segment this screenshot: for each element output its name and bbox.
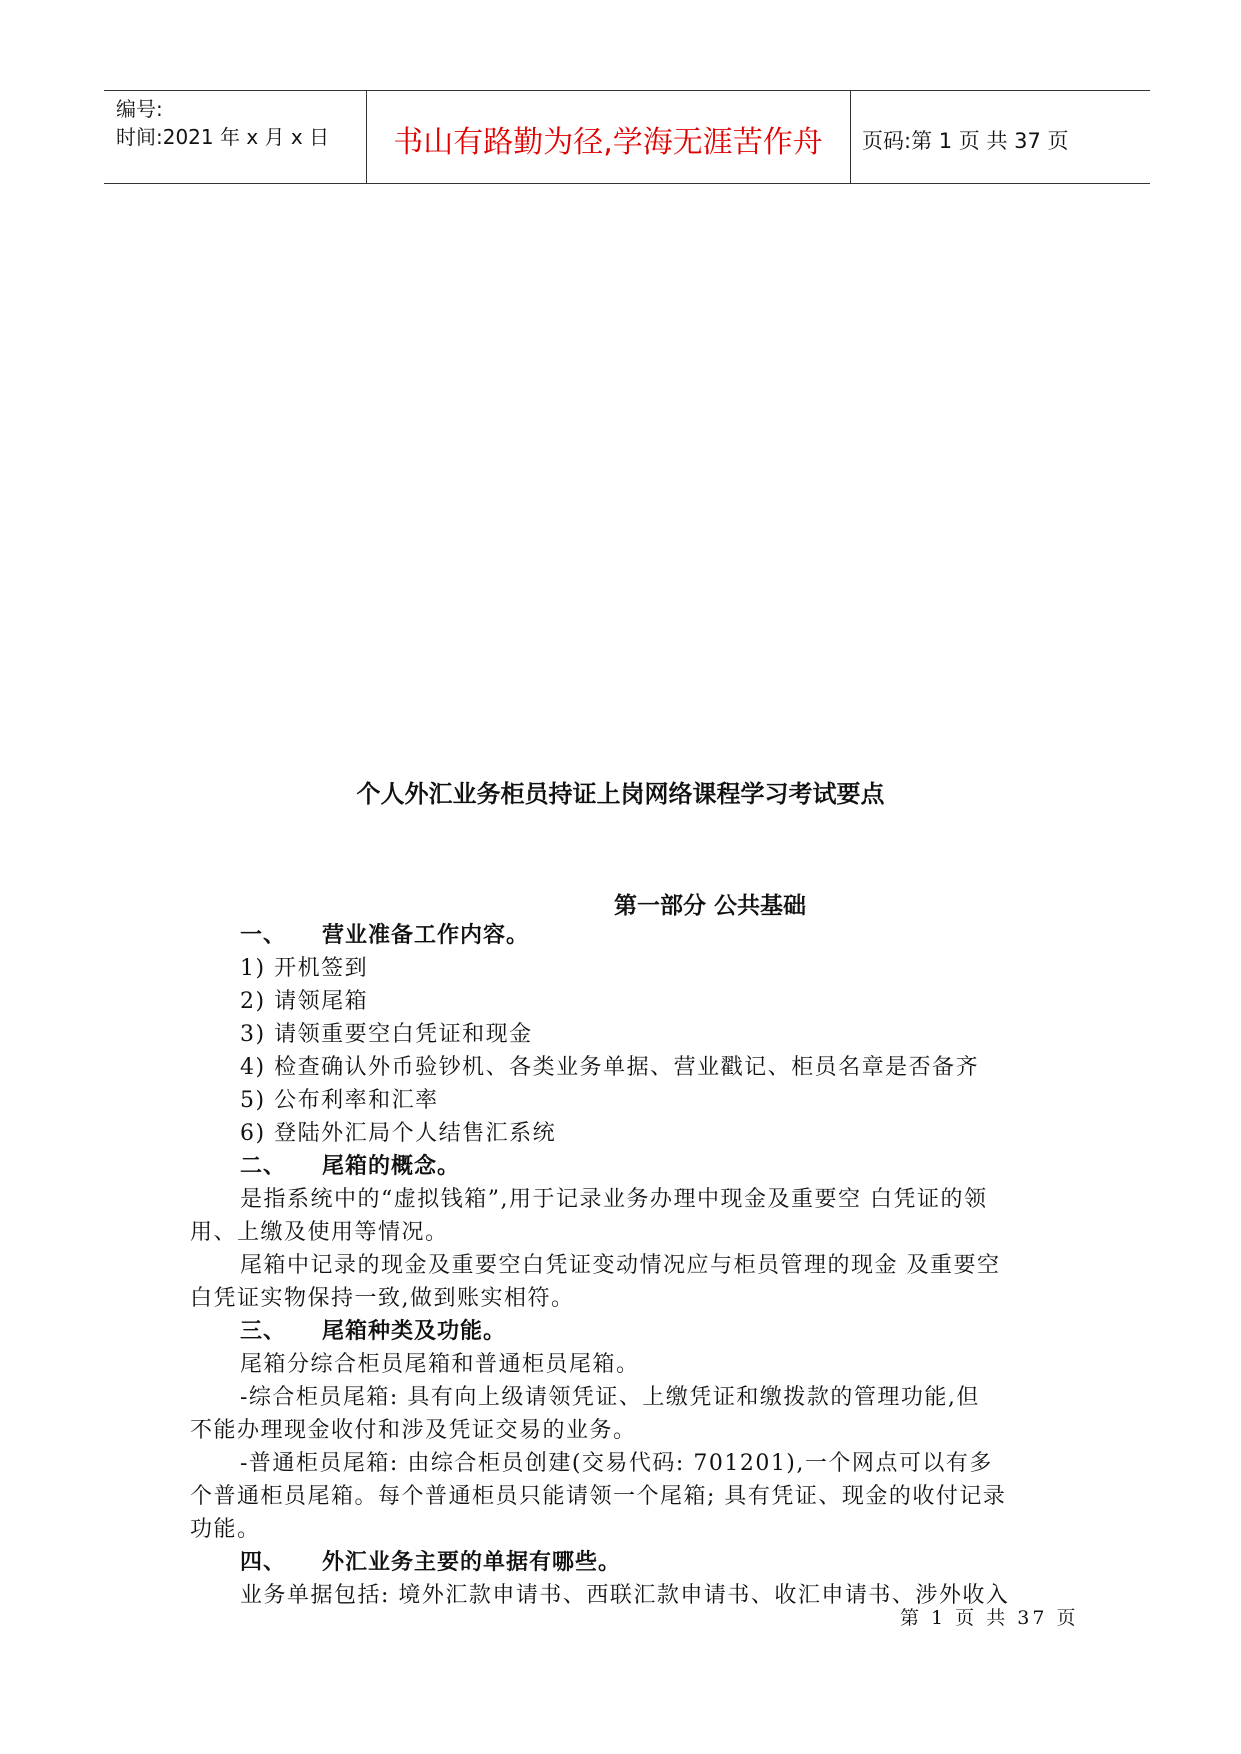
section-heading bbox=[240, 1315, 506, 1348]
header-motto-cell bbox=[366, 91, 851, 183]
serial-label: 编号: bbox=[116, 97, 163, 121]
paragraph-line: 用、上缴及使用等情况。 bbox=[190, 1220, 449, 1245]
paragraph-line: 尾箱中记录的现金及重要空白凭证变动情况应与柜员管理的现金 及重要空 bbox=[240, 1253, 1001, 1278]
part-title: 第一部分 公共基础 bbox=[613, 893, 806, 919]
time-label: 时间:2021 年 x 月 x 日 bbox=[116, 125, 330, 149]
section-title: 尾箱种类及功能。 bbox=[322, 1319, 507, 1344]
section-number: 一、 bbox=[240, 923, 287, 948]
list-item: 4) 检查确认外币验钞机、各类业务单据、营业戳记、柜员名章是否备齐 bbox=[240, 1055, 980, 1080]
paragraph-line: 功能。 bbox=[190, 1517, 261, 1542]
paragraph-line: 尾箱分综合柜员尾箱和普通柜员尾箱。 bbox=[240, 1352, 640, 1377]
list-item: 5) 公布利率和汇率 bbox=[240, 1088, 439, 1113]
paragraph-line: 白凭证实物保持一致,做到账实相符。 bbox=[190, 1286, 575, 1311]
page-info: 页码:第 1 页 共 37 页 bbox=[862, 129, 1069, 153]
list-item: 3) 请领重要空白凭证和现金 bbox=[240, 1022, 533, 1047]
section-number: 三、 bbox=[240, 1319, 287, 1344]
paragraph-line: 业务单据包括: 境外汇款申请书、西联汇款申请书、收汇申请书、涉外收入 bbox=[240, 1583, 1010, 1608]
section-title: 营业准备工作内容。 bbox=[322, 923, 530, 948]
section-number: 四、 bbox=[240, 1550, 287, 1575]
list-item: 1) 开机签到 bbox=[240, 956, 369, 981]
footer-page-number: 第 1 页 共 37 页 bbox=[900, 1607, 1079, 1629]
paragraph-line: -普通柜员尾箱: 由综合柜员创建(交易代码: 701201),一个网点可以有多 bbox=[240, 1451, 993, 1476]
paragraph-line: 不能办理现金收付和涉及凭证交易的业务。 bbox=[190, 1418, 637, 1443]
page-header bbox=[104, 90, 1150, 184]
section-title: 外汇业务主要的单据有哪些。 bbox=[322, 1550, 622, 1575]
section-heading bbox=[240, 1546, 621, 1579]
list-item: 2) 请领尾箱 bbox=[240, 989, 369, 1014]
header-page-cell bbox=[850, 91, 1150, 183]
paragraph-line: 是指系统中的“虚拟钱箱”,用于记录业务办理中现金及重要空 白凭证的领 bbox=[240, 1187, 988, 1212]
paragraph-line: -综合柜员尾箱: 具有向上级请领凭证、上缴凭证和缴拨款的管理功能,但 bbox=[240, 1385, 980, 1410]
section-number: 二、 bbox=[240, 1154, 287, 1179]
section-heading bbox=[240, 919, 529, 952]
section-title: 尾箱的概念。 bbox=[322, 1154, 461, 1179]
header-meta-cell bbox=[104, 91, 367, 183]
document-title: 个人外汇业务柜员持证上岗网络课程学习考试要点 bbox=[356, 780, 885, 808]
section-heading bbox=[240, 1150, 460, 1183]
list-item: 6) 登陆外汇局个人结售汇系统 bbox=[240, 1121, 557, 1146]
paragraph-line: 个普通柜员尾箱。每个普通柜员只能请领一个尾箱; 具有凭证、现金的收付记录 bbox=[190, 1484, 1007, 1509]
motto: 书山有路勤为径,学海无涯苦作舟 bbox=[393, 125, 823, 160]
